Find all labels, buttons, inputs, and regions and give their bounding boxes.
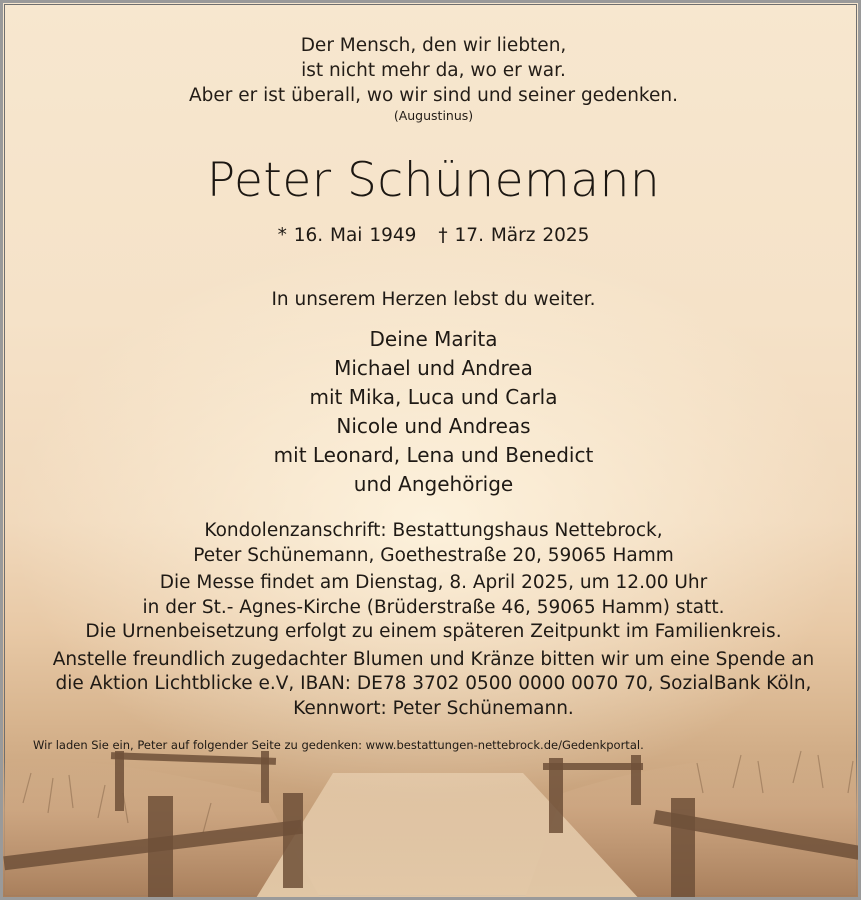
life-dates [3,225,861,246]
deceased-name: Peter Schünemann [206,153,661,208]
donation-line: Anstelle freundlich zugedachter Blumen und Kränze bitten wir um eine Spende an [52,648,815,670]
memorial-motto: In unserem Herzen lebst du weiter. [271,289,596,310]
donation-line: Kennwort: Peter Schünemann. [293,697,574,719]
quote-author: (Augustinus) [393,108,474,123]
mourner-line: Nicole und Andreas [336,414,531,438]
notice-information [3,519,861,721]
mourners-list [3,325,861,499]
mourner-line: mit Mika, Luca und Carla [309,385,558,409]
service-line: in der St.- Agnes-Kirche (Brüderstraße 46, 59065 Hamm) statt. [142,596,725,618]
condolence-line: Peter Schünemann, Goethestraße 20, 59065 Hamm [193,544,674,566]
mourner-line: Deine Marita [369,327,498,351]
death-date: † 17. März 2025 [438,225,590,246]
service-line: Die Urnenbeisetzung erfolgt zu einem späteren Zeitpunkt im Familienkreis. [85,621,782,642]
memorial-portal-invitation: Wir laden Sie ein, Peter auf folgender Seite zu gedenken: www.bestattungen-nettebrock.de/Gedenkportal. [33,738,644,752]
birth-date: * 16. Mai 1949 [277,225,417,246]
quote-line: Aber er ist überall, wo wir sind und seiner gedenken. [189,85,678,106]
condolence-line: Kondolenzanschrift: Bestattungshaus Nettebrock, [204,520,663,541]
mourner-line: mit Leonard, Lena und Benedict [273,443,594,467]
memorial-quote [3,33,861,124]
mourner-line: Michael und Andrea [334,356,533,380]
quote-line: ist nicht mehr da, wo er war. [301,60,566,81]
quote-line: Der Mensch, den wir liebten, [300,35,567,56]
donation-line: die Aktion Lichtblicke e.V, IBAN: DE78 3702 0500 0000 0070 70, SozialBank Köln, [55,673,812,694]
service-line: Die Messe findet am Dienstag, 8. April 2025, um 12.00 Uhr [159,572,708,593]
mourner-line: und Angehörige [353,472,514,496]
